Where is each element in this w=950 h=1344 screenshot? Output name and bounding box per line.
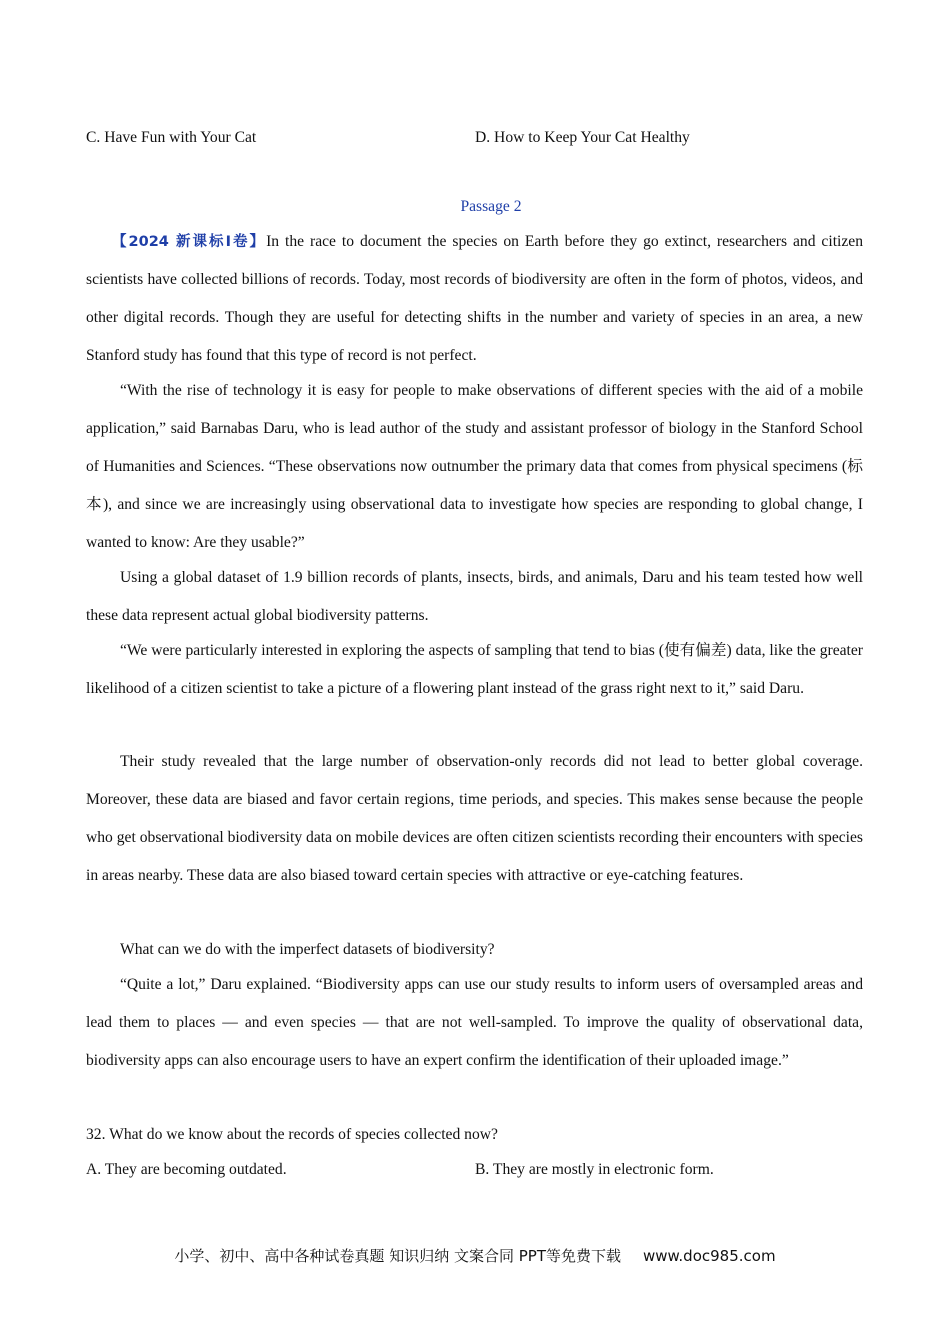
option-a: A. They are becoming outdated. xyxy=(86,1161,287,1178)
paragraph-6: What can we do with the imperfect datasets of biodiversity? xyxy=(120,941,495,958)
paragraph-4: “We were particularly interested in exploring the aspects of sampling that tend to bias (使有偏差) data, like the greater likelihood of a citizen scientist to take a picture of a flowering plant instead of the grass right next to it,” said Daru. xyxy=(86,642,863,697)
option-b: B. They are mostly in electronic form. xyxy=(475,1161,714,1178)
option-c: C. Have Fun with Your Cat xyxy=(86,129,257,146)
paragraph-5: Their study revealed that the large number of observation-only records did not lead to better global coverage. Moreover, these data are biased and favor certain regions, time periods, and species. This makes sense because the people who get observational biodiversity data on mobile devices are often citizen scientists recording their encounters with species in areas nearby. These data are also biased toward certain species with attractive or eye-catching features. xyxy=(86,753,863,884)
paragraph-2: “With the rise of technology it is easy for people to make observations of different species with the aid of a mobile application,” said Barnabas Daru, who is lead author of the study and assistant professor of biology in the Stanford School of Humanities and Sciences. “These observations now outnumber the primary data that comes from physical specimens (标本), and since we are increasingly using observational data to investigate how species are responding to global change, I wanted to know: Are they usable?” xyxy=(86,382,863,551)
footer-url[interactable]: www.doc985.com xyxy=(642,1247,776,1265)
question-stem: 32. What do we know about the records of species collected now? xyxy=(86,1126,498,1143)
paragraph-7: “Quite a lot,” Daru explained. “Biodiversity apps can use our study results to inform users of oversampled areas and lead them to places — and even species — that are not well-sampled. To improve the quality of observational data, biodiversity apps can also encourage users to have an expert confirm the identification of their uploaded image.” xyxy=(86,976,863,1069)
passage-title: Passage 2 xyxy=(460,198,522,215)
option-d: D. How to Keep Your Cat Healthy xyxy=(475,129,690,146)
source-tag: 【2024 新课标Ⅰ卷】 xyxy=(112,234,267,250)
page-footer xyxy=(0,1245,950,1266)
paragraph-1: 【2024 新课标Ⅰ卷】In the race to document the species on Earth before they go extinct, researchers and citizen scientists have collected billions of records. Today, most records of biodiversity are often in the form of photos, videos, and other digital records. Though they are useful for detecting shifts in the number and variety of species in an area, a new Stanford study has found that this type of record is not perfect. xyxy=(86,233,863,364)
paragraph-3: Using a global dataset of 1.9 billion records of plants, insects, birds, and animals, Daru and his team tested how well these data represent actual global biodiversity patterns. xyxy=(86,569,863,624)
footer-text: 小学、初中、高中各种试卷真题 知识归纳 文案合同 PPT等免费下载 xyxy=(174,1247,621,1265)
